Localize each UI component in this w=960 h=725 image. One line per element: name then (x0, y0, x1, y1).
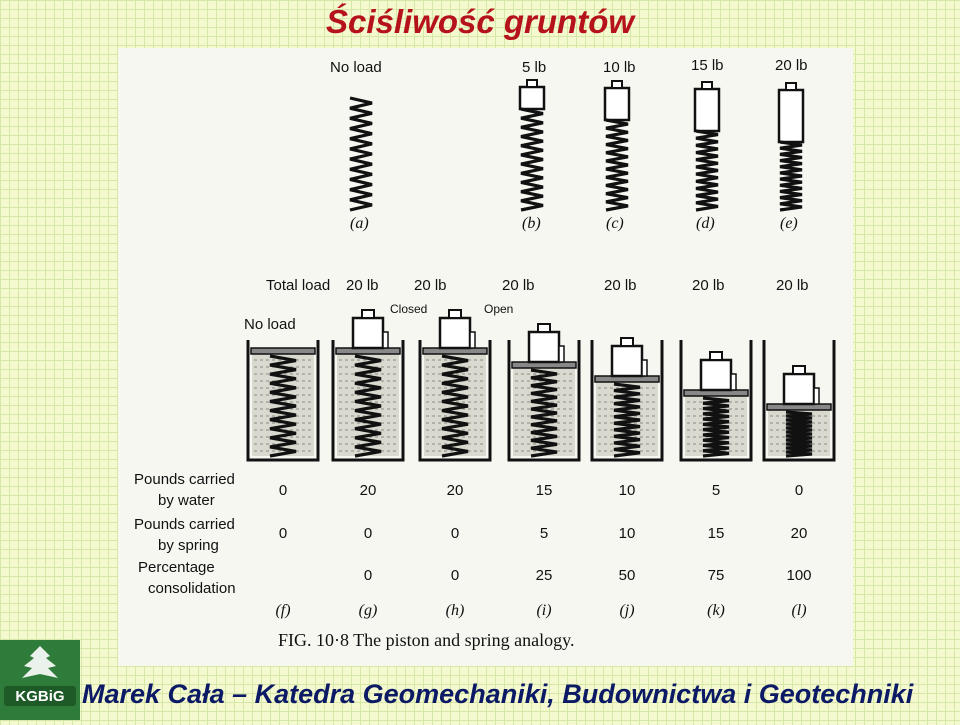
cyl-load-l: 20 lb (776, 277, 809, 294)
spring-b (521, 109, 543, 210)
piston-spring-figure (118, 48, 853, 666)
cyl-load-h: 20 lb (414, 277, 447, 294)
value-consolidation-k: 75 (707, 567, 725, 584)
cyl-load-i: 20 lb (502, 277, 535, 294)
load-weight (612, 346, 642, 376)
valve (559, 346, 564, 362)
weight-block (520, 87, 544, 109)
weight-handle (793, 366, 805, 374)
letter-j: (j) (619, 602, 635, 619)
spring-d (696, 131, 718, 210)
weight-handle (702, 82, 712, 89)
letter-h: (h) (445, 602, 465, 619)
open-label: Open (484, 302, 514, 316)
load-label-c: 10 lb (603, 59, 636, 76)
valve (642, 360, 647, 376)
weight-handle (449, 310, 461, 318)
load-weight (529, 332, 559, 362)
letter-i: (i) (536, 602, 552, 619)
value-spring-k: 15 (707, 525, 725, 542)
value-water-i: 15 (535, 482, 553, 499)
row-label-spring-2: by spring (158, 537, 219, 554)
weight-handle (538, 324, 550, 332)
weight-block (779, 90, 803, 142)
footer-author: Marek Cała – Katedra Geomechaniki, Budownictwa i Geotechniki (82, 679, 914, 709)
piston (251, 348, 315, 354)
value-spring-i: 5 (539, 525, 549, 542)
value-water-g: 20 (359, 482, 377, 499)
value-consolidation-h: 0 (450, 567, 460, 584)
value-consolidation-i: 25 (535, 567, 553, 584)
value-spring-l: 20 (790, 525, 808, 542)
letter-f: (f) (275, 602, 291, 619)
total-load-label: Total load (266, 277, 331, 294)
value-water-f: 0 (278, 482, 288, 499)
value-water-h: 20 (446, 482, 464, 499)
valve (470, 332, 475, 348)
weight-handle (527, 80, 537, 87)
load-weight (701, 360, 731, 390)
value-spring-g: 0 (363, 525, 373, 542)
value-water-k: 5 (711, 482, 721, 499)
value-consolidation-j: 50 (618, 567, 636, 584)
weight-handle (621, 338, 633, 346)
spring-c (606, 120, 628, 210)
row-label-spring-1: Pounds carried (134, 516, 235, 533)
weight-block (695, 89, 719, 131)
letter-k: (k) (707, 602, 725, 619)
closed-label: Closed (390, 302, 428, 316)
slide-title: Ściśliwość gruntów (325, 3, 635, 40)
load-label-b: 5 lb (522, 59, 547, 76)
cyl-load-f: No load (244, 316, 296, 333)
letter-c: (c) (606, 215, 624, 232)
load-label-d: 15 lb (691, 57, 724, 74)
load-weight (440, 318, 470, 348)
value-water-j: 10 (618, 482, 636, 499)
load-weight (784, 374, 814, 404)
row-label-water-1: Pounds carried (134, 471, 235, 488)
weight-handle (786, 83, 796, 90)
spring-e (780, 142, 802, 210)
letter-l: (l) (791, 602, 807, 619)
valve (814, 388, 819, 404)
valve (731, 374, 736, 390)
value-spring-f: 0 (278, 525, 288, 542)
letter-g: (g) (358, 602, 378, 619)
weight-handle (612, 81, 622, 88)
letter-d: (d) (696, 215, 715, 232)
row-label-water-2: by water (158, 492, 215, 509)
value-consolidation-l: 100 (786, 567, 812, 584)
letter-e: (e) (780, 215, 798, 232)
row-label-consol-1: Percentage (138, 559, 215, 576)
figure-drawing (118, 48, 853, 666)
weight-block (605, 88, 629, 120)
cyl-load-g: 20 lb (346, 277, 379, 294)
cyl-load-k: 20 lb (692, 277, 725, 294)
value-consolidation-g: 0 (363, 567, 373, 584)
load-label-e: 20 lb (775, 57, 808, 74)
load-label-a: No load (330, 59, 382, 76)
weight-handle (710, 352, 722, 360)
value-spring-h: 0 (450, 525, 460, 542)
weight-handle (362, 310, 374, 318)
letter-a: (a) (350, 215, 369, 232)
figure-caption: FIG. 10·8 The piston and spring analogy. (278, 630, 575, 650)
letter-b: (b) (522, 215, 541, 232)
svg-text:KGBiG: KGBiG (15, 688, 65, 705)
value-spring-j: 10 (618, 525, 636, 542)
row-label-consol-2: consolidation (148, 580, 236, 597)
kgbig-logo (0, 640, 80, 720)
valve (383, 332, 388, 348)
value-water-l: 0 (794, 482, 804, 499)
load-weight (353, 318, 383, 348)
spring-a (350, 98, 372, 210)
cyl-load-j: 20 lb (604, 277, 637, 294)
